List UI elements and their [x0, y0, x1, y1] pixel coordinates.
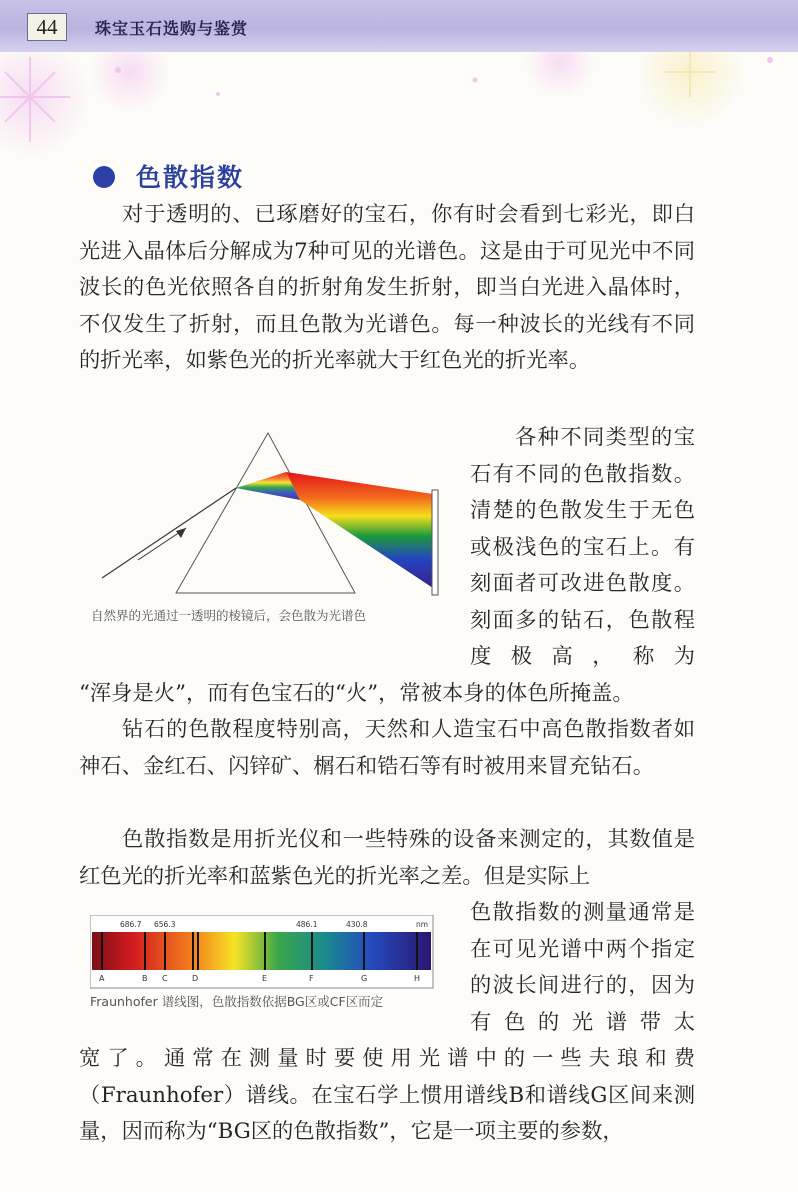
line-letter: D: [192, 974, 199, 983]
paragraph-measurement-side: 色散指数的测量通常是在可见光谱中两个指定的波长间进行的，因为有色的光谱带太: [470, 900, 695, 1035]
spectrum-band: [92, 932, 431, 970]
line-letter: F: [309, 974, 314, 983]
paragraph-dispersion-side: 各种不同类型的宝石有不同的色散指数。清楚的色散发生于无色或极浅色的宝石上。有刻面者可改进色散度。刻面多的钻石，色散程度极高，称为: [470, 425, 695, 669]
spectrum-caption: Fraunhofer 谱线图，色散指数依据BG区或CF区而定: [90, 994, 384, 1009]
paragraph-measurement: 色散指数是用折光仪和一些特殊的设备来测定的，其数值是红色光的折光率和蓝紫色光的折光率之差。但是实际上: [79, 827, 695, 889]
line-letter: H: [414, 974, 421, 983]
line-letter: C: [162, 974, 168, 983]
wavelength-label: 686.7: [120, 920, 142, 929]
line-letter: E: [262, 974, 268, 983]
prism-caption: 自然界的光通过一透明的棱镜后，会色散为光谱色: [91, 608, 367, 623]
paragraph-measurement-end: 宽了。通常在测量时要使用光谱中的一些夫琅和费（Fraunhofer）谱线。在宝石学上惯用谱线B和谱线G区间来测量，因而称为“BG区的色散指数”，它是一项主要的参数，: [79, 1046, 695, 1144]
paragraph-dispersion-end: “浑身是火”，而有色宝石的“火”，常被本身的体色所掩盖。: [79, 681, 634, 706]
page-header: [0, 0, 798, 53]
paragraph-intro: 对于透明的、已琢磨好的宝石，你有时会看到七彩光，即白光进入晶体后分解成为7种可见的光谱色。这是由于可见光中不同波长的色光依照各自的折射角发生折射，即当白光进入晶体时，不仅发生了折射，而且色散为光谱色。每一种波长的光线有不同的折光率，如紫色光的折光率就大于红色光的折光率。: [79, 202, 695, 373]
line-letter: A: [99, 974, 105, 983]
page-number: 44: [27, 13, 67, 41]
paragraph-diamond: 钻石的色散程度特别高，天然和人造宝石中高色散指数者如神石、金红石、闪锌矿、榍石和锆石等有时被用来冒充钻石。: [79, 717, 695, 779]
wavelength-label: 656.3: [154, 920, 176, 929]
section-bullet: [93, 166, 115, 188]
wavelength-label: 430.8: [346, 920, 368, 929]
book-title: 珠宝玉石选购与鉴赏: [95, 19, 249, 38]
decorative-sparkles: [0, 52, 798, 172]
wavelength-label: 486.1: [296, 920, 318, 929]
prism-diagram: [90, 428, 455, 608]
line-letter: G: [361, 974, 368, 983]
line-letter: B: [142, 974, 148, 983]
section-title: 色散指数: [136, 163, 245, 192]
fraunhofer-spectrum: [90, 915, 435, 990]
unit-label: nm: [416, 920, 429, 929]
